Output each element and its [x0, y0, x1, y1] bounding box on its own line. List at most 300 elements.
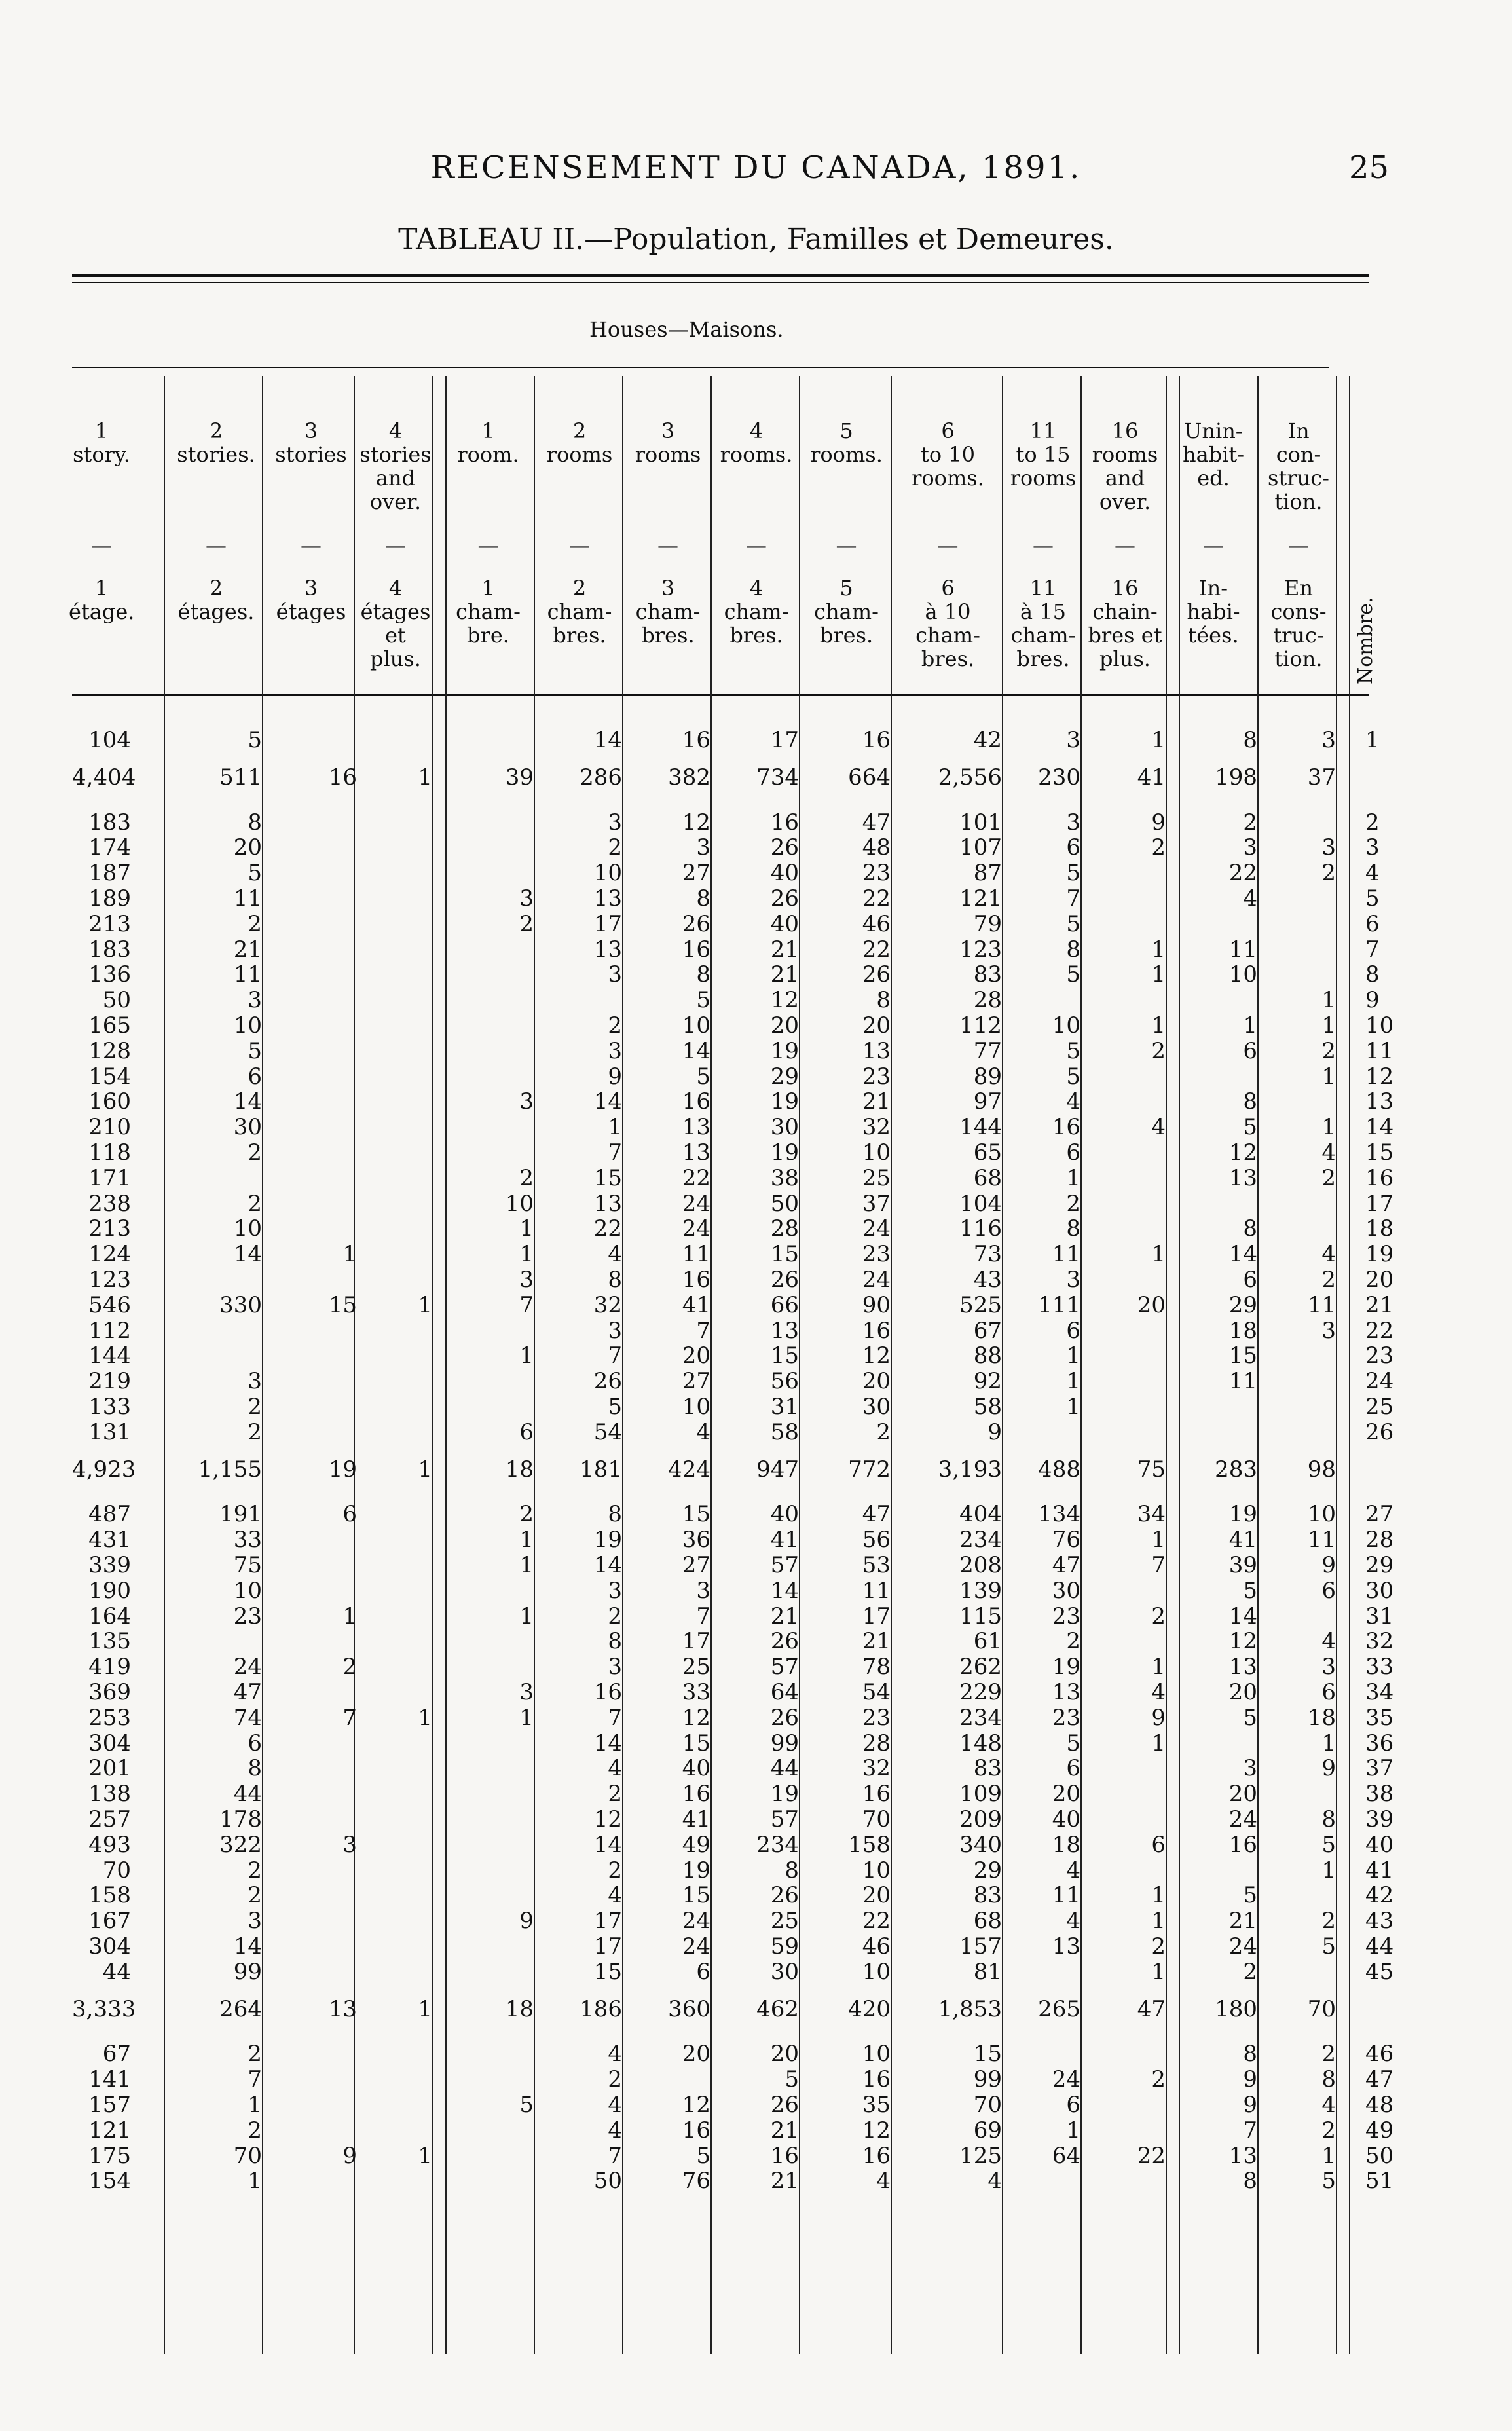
table-cell: 339 — [88, 1552, 131, 1578]
table-cell: 4 — [608, 1882, 622, 1908]
table-cell: 133 — [88, 1394, 131, 1420]
table-cell: 47 — [1137, 1996, 1166, 2022]
table-cell: 286 — [580, 764, 622, 790]
column-header-en: 4 rooms. — [720, 418, 793, 467]
table-cell: 1 — [1321, 1857, 1336, 1884]
table-cell: 14 — [682, 1038, 710, 1064]
table-cell: 19 — [328, 1457, 357, 1483]
row-number: 17 — [1365, 1191, 1394, 1217]
table-cell: 5 — [1066, 1038, 1080, 1064]
table-cell: 10 — [505, 1191, 534, 1217]
table-cell: 39 — [1228, 1552, 1257, 1578]
table-cell: 42 — [973, 727, 1002, 753]
row-number: 32 — [1365, 1628, 1394, 1654]
table-cell: 16 — [682, 2117, 710, 2143]
table-cell: 49 — [682, 1832, 710, 1858]
table-cell: 13 — [593, 937, 622, 963]
row-number: 9 — [1365, 987, 1380, 1013]
table-cell: 11 — [862, 1578, 891, 1604]
row-number: 35 — [1365, 1705, 1394, 1731]
table-cell: 12 — [1228, 1628, 1257, 1654]
table-cell: 24 — [1228, 1806, 1257, 1832]
table-cell: 20 — [682, 2041, 710, 2067]
table-cell: 4 — [1321, 1628, 1336, 1654]
table-cell: 136 — [88, 961, 131, 988]
table-cell: 13 — [593, 1191, 622, 1217]
table-cell: 5 — [696, 1064, 710, 1090]
table-cell: 8 — [1243, 1088, 1257, 1115]
banner-rule — [72, 367, 1329, 368]
row-number: 10 — [1365, 1012, 1394, 1039]
table-cell: 2 — [248, 2041, 262, 2067]
table-cell: 22 — [862, 937, 891, 963]
table-cell: 22 — [862, 885, 891, 912]
table-cell: 92 — [973, 1368, 1002, 1394]
table-cell: 1 — [1243, 1012, 1257, 1039]
table-cell: 17 — [862, 1603, 891, 1629]
table-cell: 5 — [248, 860, 262, 886]
table-cell: 26 — [682, 911, 710, 937]
table-cell: 7 — [608, 1343, 622, 1369]
table-cell: 9 — [519, 1908, 534, 1934]
table-cell: 187 — [88, 860, 131, 886]
column-header-en: 3 rooms — [635, 418, 701, 467]
table-cell: 5 — [696, 2143, 710, 2169]
table-cell: 3 — [248, 1908, 262, 1934]
table-cell: 68 — [973, 1165, 1002, 1191]
table-cell: 4 — [608, 2092, 622, 2118]
table-cell: 10 — [593, 860, 622, 886]
table-cell: 8 — [1066, 1216, 1080, 1242]
table-cell: 67 — [973, 1318, 1002, 1344]
column-header-en: 6 to 10 rooms. — [912, 418, 984, 491]
table-cell: 15 — [682, 1730, 710, 1756]
table-cell: 1 — [1321, 1730, 1336, 1756]
table-cell: 3 — [248, 1368, 262, 1394]
table-cell: 2 — [608, 2066, 622, 2092]
table-cell: 3 — [519, 1267, 534, 1293]
table-cell: 9 — [987, 1419, 1002, 1445]
column-divider — [1257, 376, 1259, 2354]
table-cell: 12 — [862, 2117, 891, 2143]
table-cell: 15 — [328, 1292, 357, 1318]
table-cell: 24 — [1052, 2066, 1080, 2092]
table-cell: 15 — [770, 1241, 799, 1267]
table-cell: 488 — [1038, 1457, 1080, 1483]
table-cell: 186 — [580, 1996, 622, 2022]
table-cell: 5 — [248, 1038, 262, 1064]
table-cell: 13 — [862, 1038, 891, 1064]
table-cell: 3 — [608, 809, 622, 836]
table-cell: 116 — [959, 1216, 1002, 1242]
table-cell: 20 — [862, 1368, 891, 1394]
table-cell: 26 — [770, 1705, 799, 1731]
table-cell: 1,155 — [198, 1457, 262, 1483]
table-cell: 3 — [519, 1679, 534, 1705]
table-cell: 3 — [1066, 809, 1080, 836]
table-cell: 164 — [88, 1603, 131, 1629]
table-cell: 3 — [696, 834, 710, 861]
table-cell: 4 — [1066, 1088, 1080, 1115]
table-cell: 32 — [862, 1755, 891, 1781]
table-cell: 22 — [1137, 2143, 1166, 2169]
table-cell: 24 — [1228, 1933, 1257, 1959]
table-cell: 23 — [1052, 1705, 1080, 1731]
column-header-en: In con- struc- tion. — [1268, 418, 1329, 514]
table-cell: 13 — [682, 1114, 710, 1140]
table-cell: 8 — [1321, 1806, 1336, 1832]
table-cell: 734 — [756, 764, 799, 790]
header-dash: — — [657, 533, 678, 558]
row-number: 37 — [1365, 1755, 1394, 1781]
table-cell: 1 — [342, 1603, 357, 1629]
table-cell: 7 — [248, 2066, 262, 2092]
table-cell: 41 — [1137, 764, 1166, 790]
table-cell: 20 — [770, 2041, 799, 2067]
table-cell: 304 — [88, 1933, 131, 1959]
table-cell: 6 — [248, 1730, 262, 1756]
table-cell: 8 — [1321, 2066, 1336, 2092]
table-cell: 18 — [1307, 1705, 1336, 1731]
table-cell: 322 — [219, 1832, 262, 1858]
table-cell: 183 — [88, 937, 131, 963]
header-dash: — — [91, 533, 112, 558]
table-cell: 6 — [1243, 1038, 1257, 1064]
table-cell: 23 — [862, 860, 891, 886]
table-cell: 2 — [1243, 809, 1257, 836]
table-cell: 1 — [1151, 1730, 1166, 1756]
table-cell: 58 — [770, 1419, 799, 1445]
table-cell: 10 — [862, 2041, 891, 2067]
table-cell: 16 — [862, 2143, 891, 2169]
table-cell: 6 — [1151, 1832, 1166, 1858]
table-cell: 16 — [682, 727, 710, 753]
table-cell: 419 — [88, 1654, 131, 1680]
table-cell: 8 — [608, 1501, 622, 1527]
table-cell: 16 — [682, 1781, 710, 1807]
table-cell: 1 — [342, 1241, 357, 1267]
row-number: 18 — [1365, 1216, 1394, 1242]
table-cell: 3 — [1321, 834, 1336, 861]
table-cell: 9 — [342, 2143, 357, 2169]
table-cell: 14 — [1228, 1241, 1257, 1267]
table-cell: 13 — [1228, 2143, 1257, 2169]
table-cell: 7 — [342, 1705, 357, 1731]
table-cell: 83 — [973, 1755, 1002, 1781]
row-number: 13 — [1365, 1088, 1394, 1115]
table-cell: 21 — [770, 2117, 799, 2143]
table-cell: 13 — [770, 1318, 799, 1344]
table-cell: 7 — [608, 1140, 622, 1166]
table-cell: 47 — [862, 809, 891, 836]
table-cell: 158 — [848, 1832, 891, 1858]
table-cell: 30 — [1052, 1578, 1080, 1604]
table-cell: 41 — [682, 1806, 710, 1832]
column-header-en: 5 rooms. — [810, 418, 883, 467]
table-cell: 28 — [770, 1216, 799, 1242]
table-cell: 83 — [973, 961, 1002, 988]
table-cell: 2 — [1321, 2041, 1336, 2067]
table-cell: 131 — [88, 1419, 131, 1445]
table-cell: 14 — [233, 1088, 262, 1115]
table-cell: 54 — [862, 1679, 891, 1705]
table-cell: 88 — [973, 1343, 1002, 1369]
table-cell: 234 — [959, 1527, 1002, 1553]
table-cell: 70 — [862, 1806, 891, 1832]
table-cell: 27 — [682, 1368, 710, 1394]
table-cell: 11 — [1052, 1241, 1080, 1267]
table-cell: 8 — [1243, 2168, 1257, 2194]
table-cell: 2,556 — [938, 764, 1002, 790]
table-cell: 8 — [1243, 727, 1257, 753]
table-cell: 167 — [88, 1908, 131, 1934]
table-cell: 2 — [1066, 1628, 1080, 1654]
column-divider — [799, 376, 800, 2354]
column-divider — [622, 376, 623, 2354]
table-cell: 23 — [862, 1705, 891, 1731]
table-cell: 2 — [248, 2117, 262, 2143]
column-divider — [710, 376, 712, 2354]
table-cell: 304 — [88, 1730, 131, 1756]
table-cell: 772 — [848, 1457, 891, 1483]
table-cell: 3 — [519, 1088, 534, 1115]
table-cell: 123 — [959, 937, 1002, 963]
table-cell: 27 — [682, 860, 710, 886]
table-cell: 2 — [1151, 1038, 1166, 1064]
table-cell: 5 — [1066, 911, 1080, 937]
column-header-en: 1 story. — [73, 418, 130, 467]
table-cell: 15 — [1228, 1343, 1257, 1369]
table-cell: 1 — [519, 1552, 534, 1578]
table-cell: 10 — [233, 1578, 262, 1604]
table-cell: 32 — [862, 1114, 891, 1140]
column-header-fr: 5 cham- bres. — [814, 576, 879, 648]
table-cell: 154 — [88, 1064, 131, 1090]
table-cell: 1 — [519, 1527, 534, 1553]
table-cell: 1 — [1321, 1114, 1336, 1140]
table-cell: 1 — [1321, 1064, 1336, 1090]
table-cell: 121 — [88, 2117, 131, 2143]
table-cell: 20 — [1228, 1781, 1257, 1807]
table-cell: 6 — [1066, 1755, 1080, 1781]
table-cell: 59 — [770, 1933, 799, 1959]
table-cell: 74 — [233, 1705, 262, 1731]
table-cell: 67 — [102, 2041, 131, 2067]
column-divider — [534, 376, 535, 2354]
table-cell: 219 — [88, 1368, 131, 1394]
table-cell: 26 — [770, 1882, 799, 1908]
table-cell: 1 — [519, 1343, 534, 1369]
table-cell: 2 — [1321, 1267, 1336, 1293]
table-cell: 111 — [1038, 1292, 1080, 1318]
table-cell: 4 — [1243, 885, 1257, 912]
table-cell: 157 — [959, 1933, 1002, 1959]
table-cell: 14 — [593, 1730, 622, 1756]
table-cell: 2 — [1321, 1908, 1336, 1934]
table-cell: 7 — [696, 1318, 710, 1344]
table-cell: 8 — [608, 1267, 622, 1293]
table-cell: 2 — [248, 1882, 262, 1908]
table-cell: 2 — [519, 911, 534, 937]
table-cell: 47 — [1052, 1552, 1080, 1578]
table-cell: 41 — [682, 1292, 710, 1318]
table-cell: 104 — [88, 727, 131, 753]
table-cell: 1 — [1151, 1908, 1166, 1934]
table-cell: 18 — [505, 1457, 534, 1483]
table-cell: 75 — [233, 1552, 262, 1578]
table-subtitle: TABLEAU II.—Population, Familles et Demeures. — [398, 223, 1114, 256]
table-cell: 23 — [862, 1064, 891, 1090]
row-number: 2 — [1365, 809, 1380, 836]
table-cell: 24 — [862, 1267, 891, 1293]
table-cell: 16 — [862, 2066, 891, 2092]
table-cell: 15 — [593, 1165, 622, 1191]
column-divider — [432, 376, 433, 2354]
table-cell: 28 — [973, 987, 1002, 1013]
row-number: 40 — [1365, 1832, 1394, 1858]
table-cell: 3 — [1243, 834, 1257, 861]
table-cell: 19 — [682, 1857, 710, 1884]
row-number: 31 — [1365, 1603, 1394, 1629]
row-number: 29 — [1365, 1552, 1394, 1578]
column-header-en: 4 stories and over. — [360, 418, 432, 514]
table-cell: 6 — [1066, 1140, 1080, 1166]
table-cell: 1 — [248, 2092, 262, 2118]
table-cell: 68 — [973, 1908, 1002, 1934]
column-header-fr: 2 étages. — [177, 576, 255, 624]
table-cell: 190 — [88, 1578, 131, 1604]
table-cell: 9 — [1321, 1552, 1336, 1578]
table-cell: 1 — [1066, 1394, 1080, 1420]
table-cell: 23 — [233, 1603, 262, 1629]
table-cell: 134 — [1038, 1501, 1080, 1527]
table-cell: 5 — [1243, 1882, 1257, 1908]
table-cell: 1 — [1321, 987, 1336, 1013]
table-cell: 33 — [233, 1527, 262, 1553]
table-cell: 29 — [1228, 1292, 1257, 1318]
table-cell: 58 — [973, 1394, 1002, 1420]
table-cell: 135 — [88, 1628, 131, 1654]
table-cell: 28 — [862, 1730, 891, 1756]
table-cell: 525 — [959, 1292, 1002, 1318]
table-cell: 462 — [756, 1996, 799, 2022]
table-cell: 7 — [1243, 2117, 1257, 2143]
column-divider — [1002, 376, 1003, 2354]
row-number: 34 — [1365, 1679, 1394, 1705]
table-cell: 2 — [608, 1857, 622, 1884]
table-cell: 89 — [973, 1064, 1002, 1090]
table-cell: 189 — [88, 885, 131, 912]
table-cell: 125 — [959, 2143, 1002, 2169]
table-cell: 44 — [233, 1781, 262, 1807]
table-cell: 138 — [88, 1781, 131, 1807]
table-cell: 26 — [770, 1267, 799, 1293]
column-header-fr: En cons- truc- tion. — [1270, 576, 1327, 671]
table-cell: 20 — [770, 1012, 799, 1039]
table-cell: 13 — [1052, 1679, 1080, 1705]
table-cell: 11 — [233, 885, 262, 912]
table-cell: 19 — [770, 1140, 799, 1166]
table-cell: 198 — [1215, 764, 1257, 790]
row-number: 26 — [1365, 1419, 1394, 1445]
column-header-fr: 2 cham- bres. — [547, 576, 612, 648]
table-cell: 2 — [248, 1857, 262, 1884]
header-dash: — — [569, 533, 590, 558]
table-cell: 66 — [770, 1292, 799, 1318]
table-cell: 16 — [1228, 1832, 1257, 1858]
table-cell: 26 — [770, 885, 799, 912]
table-cell: 158 — [88, 1882, 131, 1908]
table-cell: 24 — [682, 1908, 710, 1934]
table-cell: 17 — [770, 727, 799, 753]
table-cell: 4 — [1321, 1140, 1336, 1166]
table-cell: 34 — [1137, 1501, 1166, 1527]
table-cell: 6 — [519, 1419, 534, 1445]
table-cell: 6 — [342, 1501, 357, 1527]
table-cell: 70 — [973, 2092, 1002, 2118]
table-cell: 4 — [696, 1419, 710, 1445]
table-cell: 144 — [88, 1343, 131, 1369]
table-cell: 5 — [519, 2092, 534, 2118]
table-cell: 6 — [1321, 1578, 1336, 1604]
table-cell: 1 — [418, 764, 432, 790]
table-cell: 75 — [1137, 1457, 1166, 1483]
table-cell: 78 — [862, 1654, 891, 1680]
table-cell: 20 — [1228, 1679, 1257, 1705]
houses-banner: Houses—Maisons. — [589, 317, 784, 342]
table-cell: 19 — [770, 1038, 799, 1064]
table-cell: 1 — [418, 1996, 432, 2022]
table-cell: 107 — [959, 834, 1002, 861]
column-divider — [1166, 376, 1167, 2354]
table-cell: 31 — [770, 1394, 799, 1420]
table-cell: 40 — [1052, 1806, 1080, 1832]
table-cell: 7 — [696, 1603, 710, 1629]
column-header-fr: 4 cham- bres. — [724, 576, 789, 648]
column-divider — [354, 376, 355, 2354]
table-cell: 4 — [1066, 1857, 1080, 1884]
table-cell: 121 — [959, 885, 1002, 912]
table-cell: 24 — [682, 1191, 710, 1217]
table-cell: 265 — [1038, 1996, 1080, 2022]
table-cell: 16 — [770, 2143, 799, 2169]
table-cell: 2 — [519, 1165, 534, 1191]
table-cell: 5 — [1066, 1730, 1080, 1756]
table-cell: 420 — [848, 1996, 891, 2022]
table-cell: 210 — [88, 1114, 131, 1140]
table-cell: 2 — [1151, 1603, 1166, 1629]
table-cell: 12 — [593, 1806, 622, 1832]
table-cell: 180 — [1215, 1996, 1257, 2022]
table-cell: 13 — [593, 885, 622, 912]
header-dash: — — [836, 533, 857, 558]
table-cell: 11 — [1307, 1527, 1336, 1553]
table-cell: 3 — [608, 1654, 622, 1680]
table-cell: 3 — [608, 1578, 622, 1604]
table-cell: 947 — [756, 1457, 799, 1483]
table-cell: 43 — [973, 1267, 1002, 1293]
table-cell: 11 — [1307, 1292, 1336, 1318]
table-cell: 10 — [1228, 961, 1257, 988]
table-cell: 37 — [1307, 764, 1336, 790]
table-cell: 1 — [1066, 1165, 1080, 1191]
column-header-en: 2 rooms — [546, 418, 613, 467]
table-cell: 57 — [770, 1654, 799, 1680]
table-cell: 6 — [1321, 1679, 1336, 1705]
table-cell: 44 — [770, 1755, 799, 1781]
table-cell: 174 — [88, 834, 131, 861]
table-cell: 17 — [593, 911, 622, 937]
